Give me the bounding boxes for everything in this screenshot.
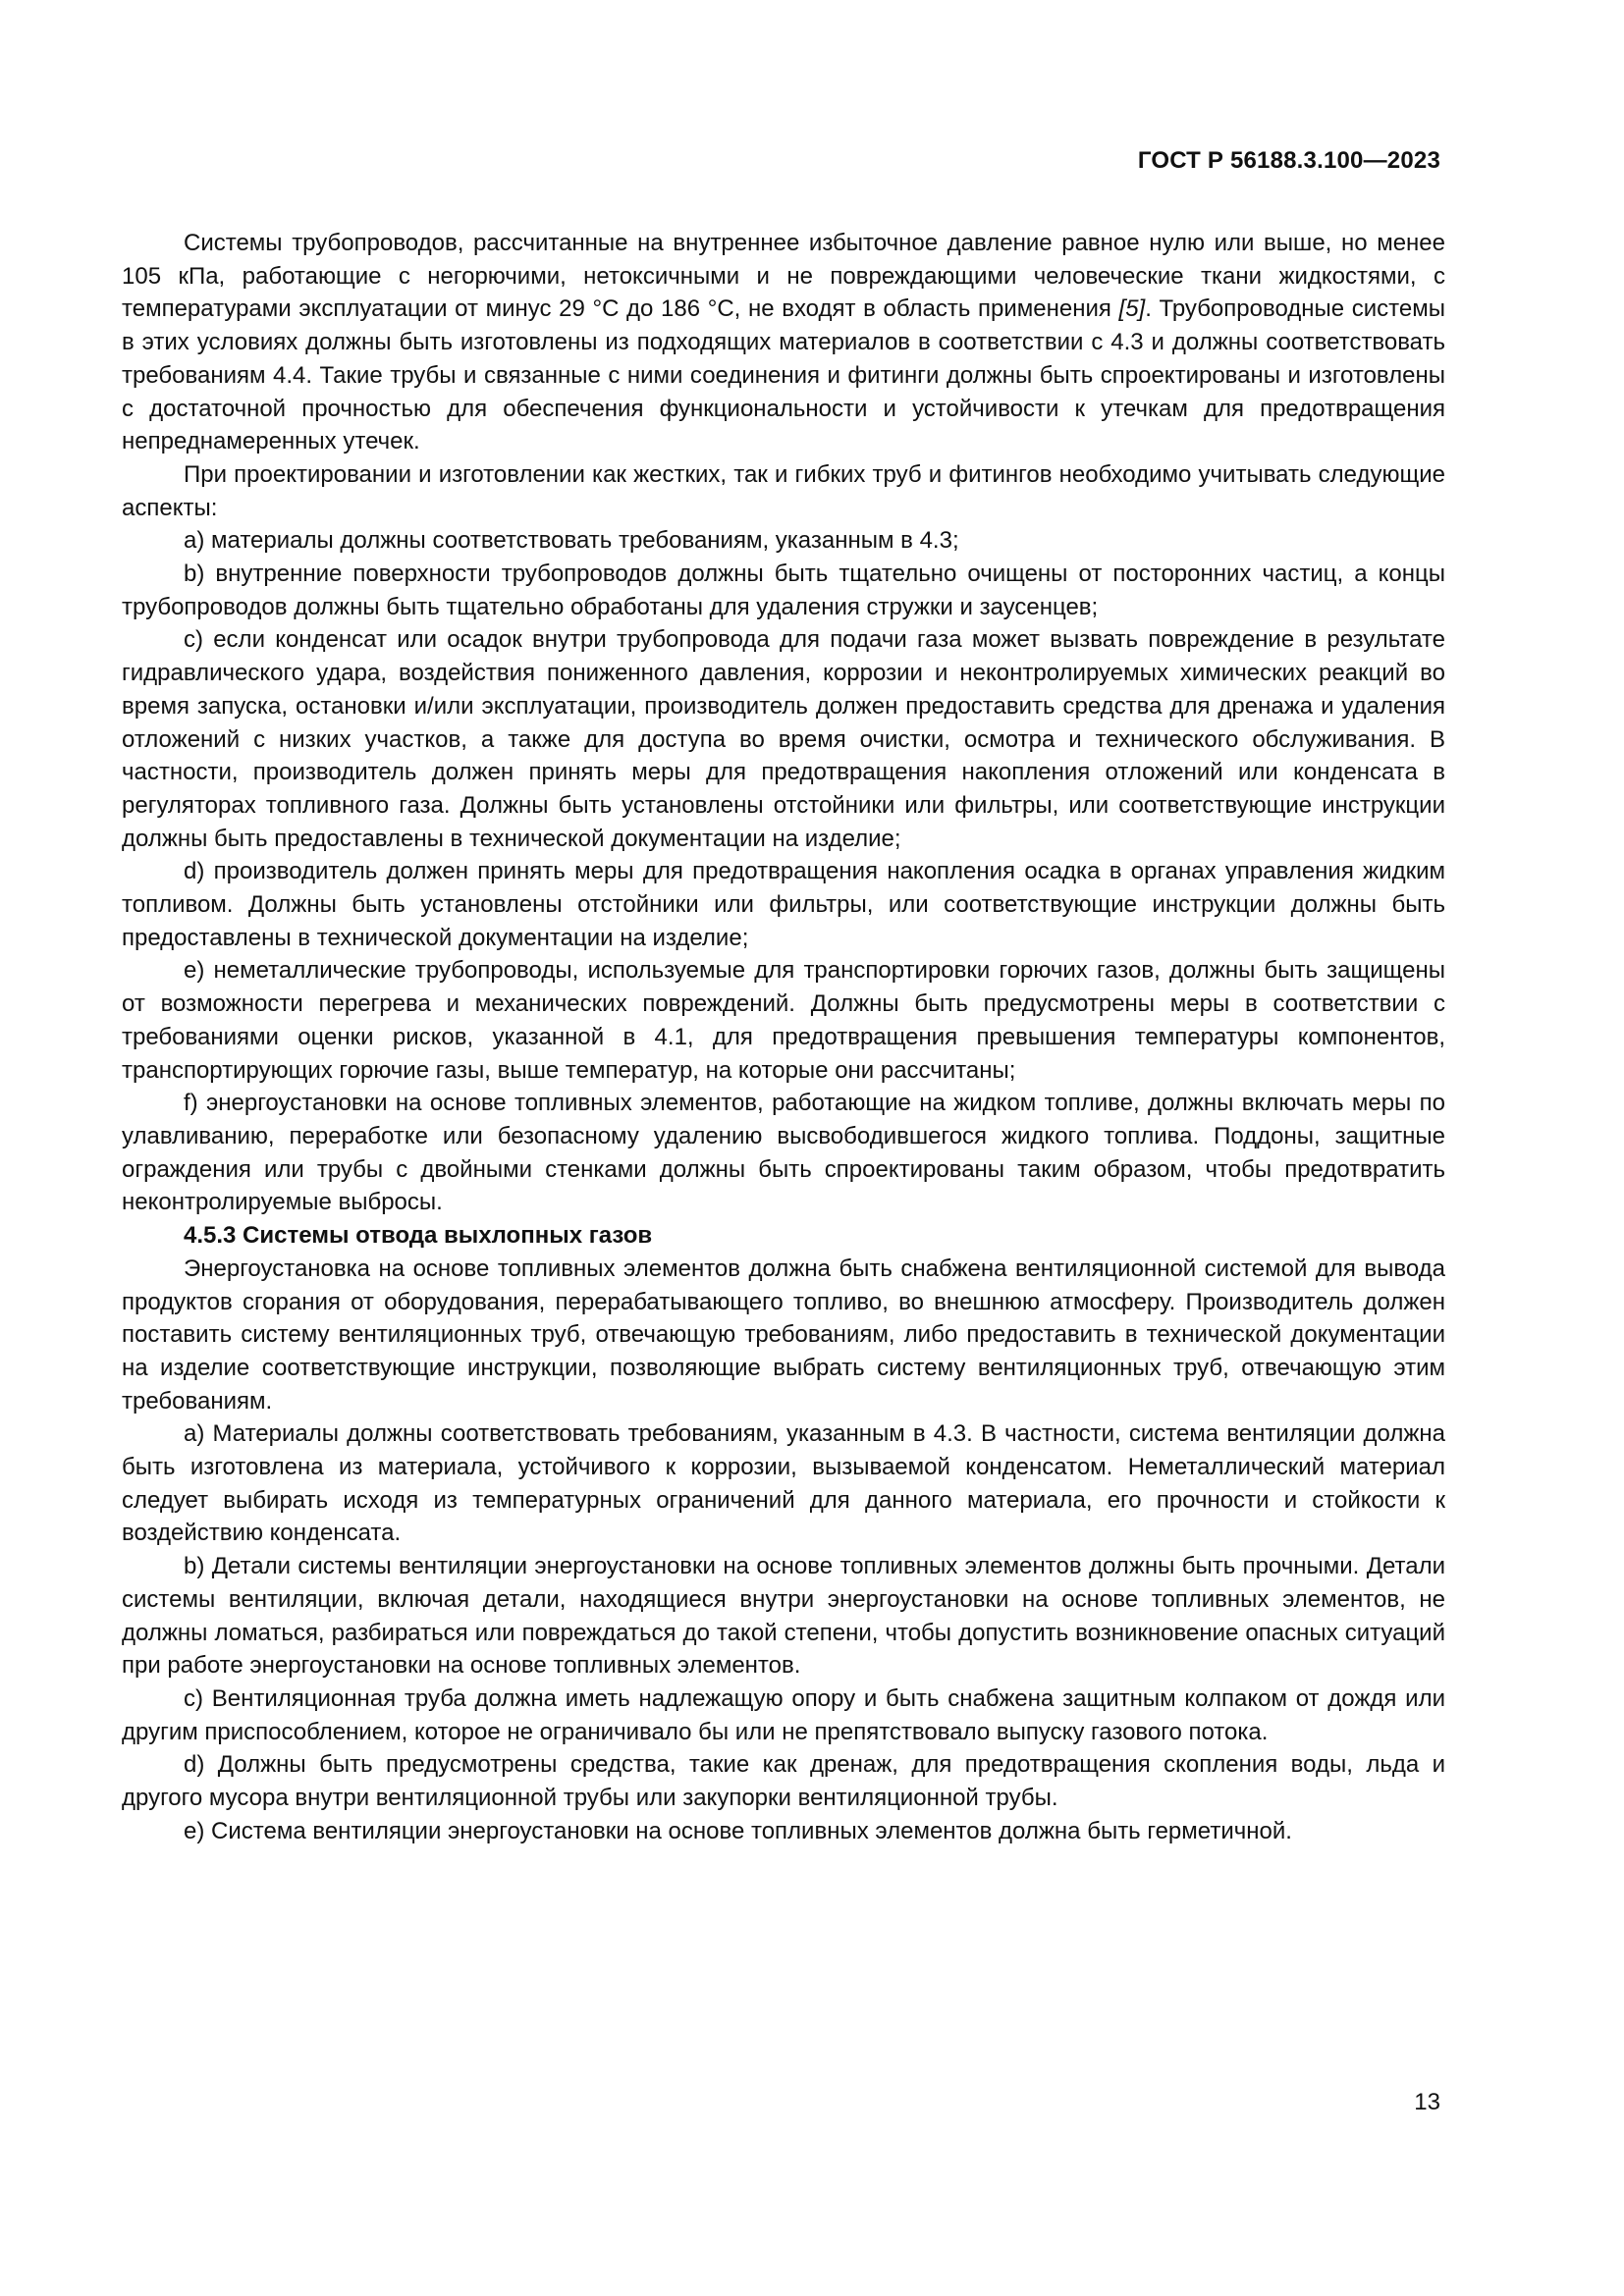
list-item-a: a) материалы должны соответствовать требованиям, указанным в 4.3; bbox=[184, 527, 959, 555]
paragraph-pipelines-scope bbox=[122, 227, 1445, 458]
page-number: 13 bbox=[1414, 2089, 1440, 2115]
exhaust-item-b: b) Детали системы вентиляции энергоустановки на основе топливных элементов должны быть прочными. Детали системы вентиляции, включая детали, находящиеся внутри энергоустановки на основе топливных элементов, не должны ломаться, разбираться или повреждаться до такой степени, чтобы допустить возникновение опасных ситуаций при работе энергоустановки на основе топливных элементов. bbox=[122, 1553, 1445, 1680]
reference-link: [5] bbox=[1118, 295, 1146, 323]
document-id: ГОСТ Р 56188.3.100—2023 bbox=[1137, 147, 1440, 174]
paragraph-text: . Трубопроводные системы в этих условиях должны быть изготовлены из подходящих материалов в соответствии с 4.3 и должны соответствовать требованиям 4.4. Такие трубы и связанные с ними соединения и фитинги должны быть спроектированы и изготовлены с достаточной прочностью для обеспечения функциональности и устойчивости к утечкам для предотвращения непреднамеренных утечек. bbox=[122, 295, 1445, 455]
paragraph-exhaust-system: Энергоустановка на основе топливных элементов должна быть снабжена вентиляционной системой для вывода продуктов сгорания от оборудования, перерабатывающего топливо, во внешнюю атмосферу. Производитель должен поставить систему вентиляционных труб, отвечающую требованиям, либо предоставить в технической документации на изделие соответствующие инструкции, позволяющие выбрать систему вентиляционных труб, отвечающую этим требованиям. bbox=[122, 1255, 1445, 1415]
section-heading-4-5-3: 4.5.3 Системы отвода выхлопных газов bbox=[184, 1222, 653, 1250]
exhaust-item-e: e) Система вентиляции энергоустановки на основе топливных элементов должна быть герметичной. bbox=[184, 1817, 1292, 1844]
exhaust-item-d: d) Должны быть предусмотрены средства, такие как дренаж, для предотвращения скопления воды, льда и другого мусора внутри вентиляционной трубы или закупорки вентиляционной трубы. bbox=[122, 1751, 1445, 1812]
paragraph-text: Системы трубопроводов, рассчитанные на внутреннее избыточное давление равное нулю или выше, но менее 105 кПа, работающие с негорючими, нетоксичными и не повреждающими человеческие ткани жидкостями, с температурами эксплуатации от минус 29 °C до 186 °C, не входят в область применения bbox=[122, 230, 1445, 323]
list-item-d: d) производитель должен принять меры для предотвращения накопления осадка в органах управления жидким топливом. Должны быть установлены отстойники или фильтры, или соответствующие инструкции должны быть предоставлены в технической документации на изделие; bbox=[122, 858, 1445, 951]
paragraph-design-aspects: При проектировании и изготовлении как жестких, так и гибких труб и фитингов необходимо учитывать следующие аспекты: bbox=[122, 460, 1445, 521]
list-item-c: c) если конденсат или осадок внутри трубопровода для подачи газа может вызвать повреждение в результате гидравлического удара, воздействия пониженного давления, коррозии и неконтролируемых химических реакций во время запуска, остановки и/или эксплуатации, производитель должен предоставить средства для дренажа и удаления отложений с низких участков, а также для доступа во время очистки, осмотра и технического обслуживания. В частности, производитель должен принять меры для предотвращения накопления отложений или конденсата в регуляторах топливного газа. Должны быть установлены отстойники или фильтры, или соответствующие инструкции должны быть предоставлены в технической документации на изделие; bbox=[122, 626, 1445, 852]
list-item-e: e) неметаллические трубопроводы, используемые для транспортировки горючих газов, должны быть защищены от возможности перегрева и механических повреждений. Должны быть предусмотрены меры в соответствии с требованиями оценки рисков, указанной в 4.1, для предотвращения превышения температуры компонентов, транспортирующих горючие газы, выше температур, на которые они рассчитаны; bbox=[122, 957, 1445, 1084]
document-body bbox=[122, 227, 1445, 1847]
list-item-f: f) энергоустановки на основе топливных элементов, работающие на жидком топливе, должны включать меры по улавливанию, переработке или безопасному удалению высвободившегося жидкого топлива. Поддоны, защитные ограждения или трубы с двойными стенками должны быть спроектированы таким образом, чтобы предотвратить неконтролируемые выбросы. bbox=[122, 1090, 1445, 1216]
list-item-b: b) внутренние поверхности трубопроводов должны быть тщательно очищены от посторонних частиц, а концы трубопроводов должны быть тщательно обработаны для удаления стружки и заусенцев; bbox=[122, 561, 1445, 620]
exhaust-item-c: c) Вентиляционная труба должна иметь надлежащую опору и быть снабжена защитным колпаком от дождя или другим приспособлением, которое не ограничивало бы или не препятствовало выпуску газового потока. bbox=[122, 1684, 1445, 1745]
document-header bbox=[1138, 147, 1440, 175]
exhaust-item-a: a) Материалы должны соответствовать требованиям, указанным в 4.3. В частности, система вентиляции должна быть изготовлена из материала, устойчивого к коррозии, вызываемой конденсатом. Неметаллический материал следует выбирать исходя из температурных ограничений для данного материала, его прочности и стойкости к воздействию конденсата. bbox=[122, 1420, 1445, 1547]
